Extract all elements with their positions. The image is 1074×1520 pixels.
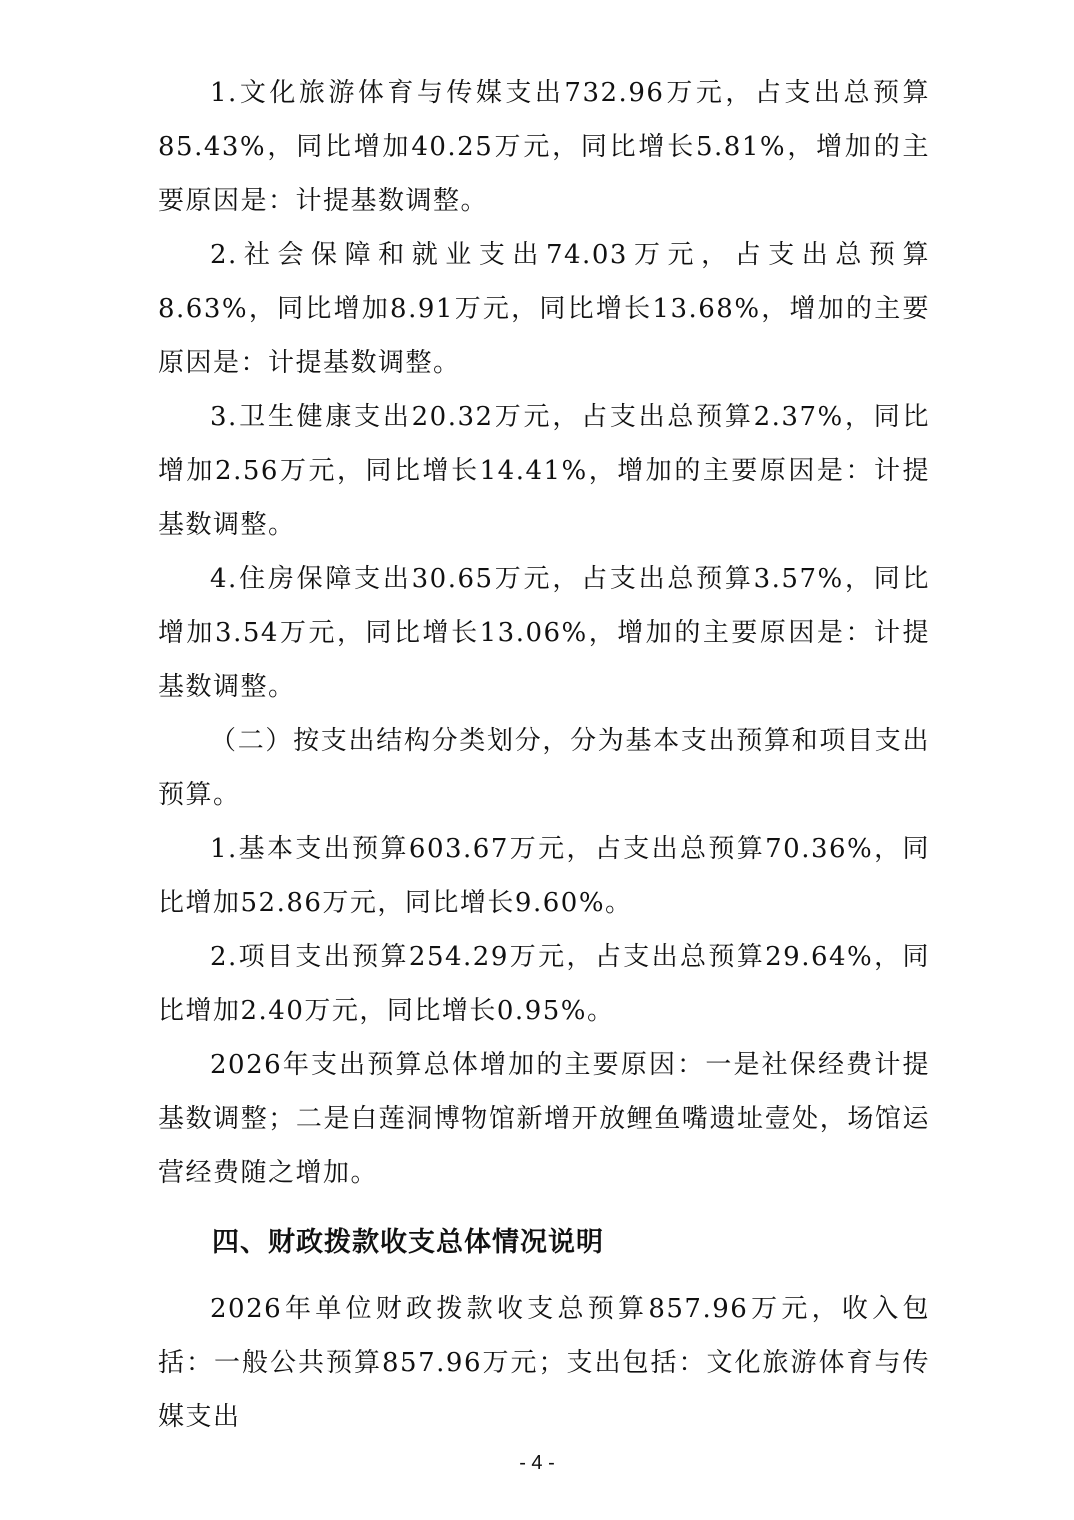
paragraph-structure-classification: （二）按支出结构分类划分，分为基本支出预算和项目支出预算。	[158, 726, 930, 810]
paragraph-project-expenditure: 2.项目支出预算254.29万元，占支出总预算29.64%，同比增加2.40万元，同比增长0.95%。	[158, 942, 930, 1026]
page-body	[158, 66, 930, 1444]
paragraph-social-security: 2.社会保障和就业支出74.03万元，占支出总预算8.63%，同比增加8.91万元，同比增长13.68%，增加的主要原因是：计提基数调整。	[158, 240, 930, 378]
paragraph-health: 3.卫生健康支出20.32万元，占支出总预算2.37%，同比增加2.56万元，同比增长14.41%，增加的主要原因是：计提基数调整。	[158, 402, 930, 540]
paragraph-increase-reason: 2026年支出预算总体增加的主要原因：一是社保经费计提基数调整；二是白莲洞博物馆新增开放鲤鱼嘴遗址壹处，场馆运营经费随之增加。	[158, 1050, 930, 1188]
page-number: - 4 -	[519, 1452, 555, 1474]
paragraph-basic-expenditure: 1.基本支出预算603.67万元，占支出总预算70.36%，同比增加52.86万元，同比增长9.60%。	[158, 834, 930, 918]
paragraph-housing: 4.住房保障支出30.65万元，占支出总预算3.57%，同比增加3.54万元，同比增长13.06%，增加的主要原因是：计提基数调整。	[158, 564, 930, 702]
paragraph-culture-tourism: 1.文化旅游体育与传媒支出732.96万元，占支出总预算85.43%，同比增加40.25万元，同比增长5.81%，增加的主要原因是：计提基数调整。	[158, 78, 930, 216]
section-heading: 四、财政拨款收支总体情况说明	[212, 1227, 604, 1258]
paragraph-fiscal-summary: 2026年单位财政拨款收支总预算857.96万元，收入包括：一般公共预算857.96万元；支出包括：文化旅游体育与传媒支出	[158, 1294, 930, 1432]
